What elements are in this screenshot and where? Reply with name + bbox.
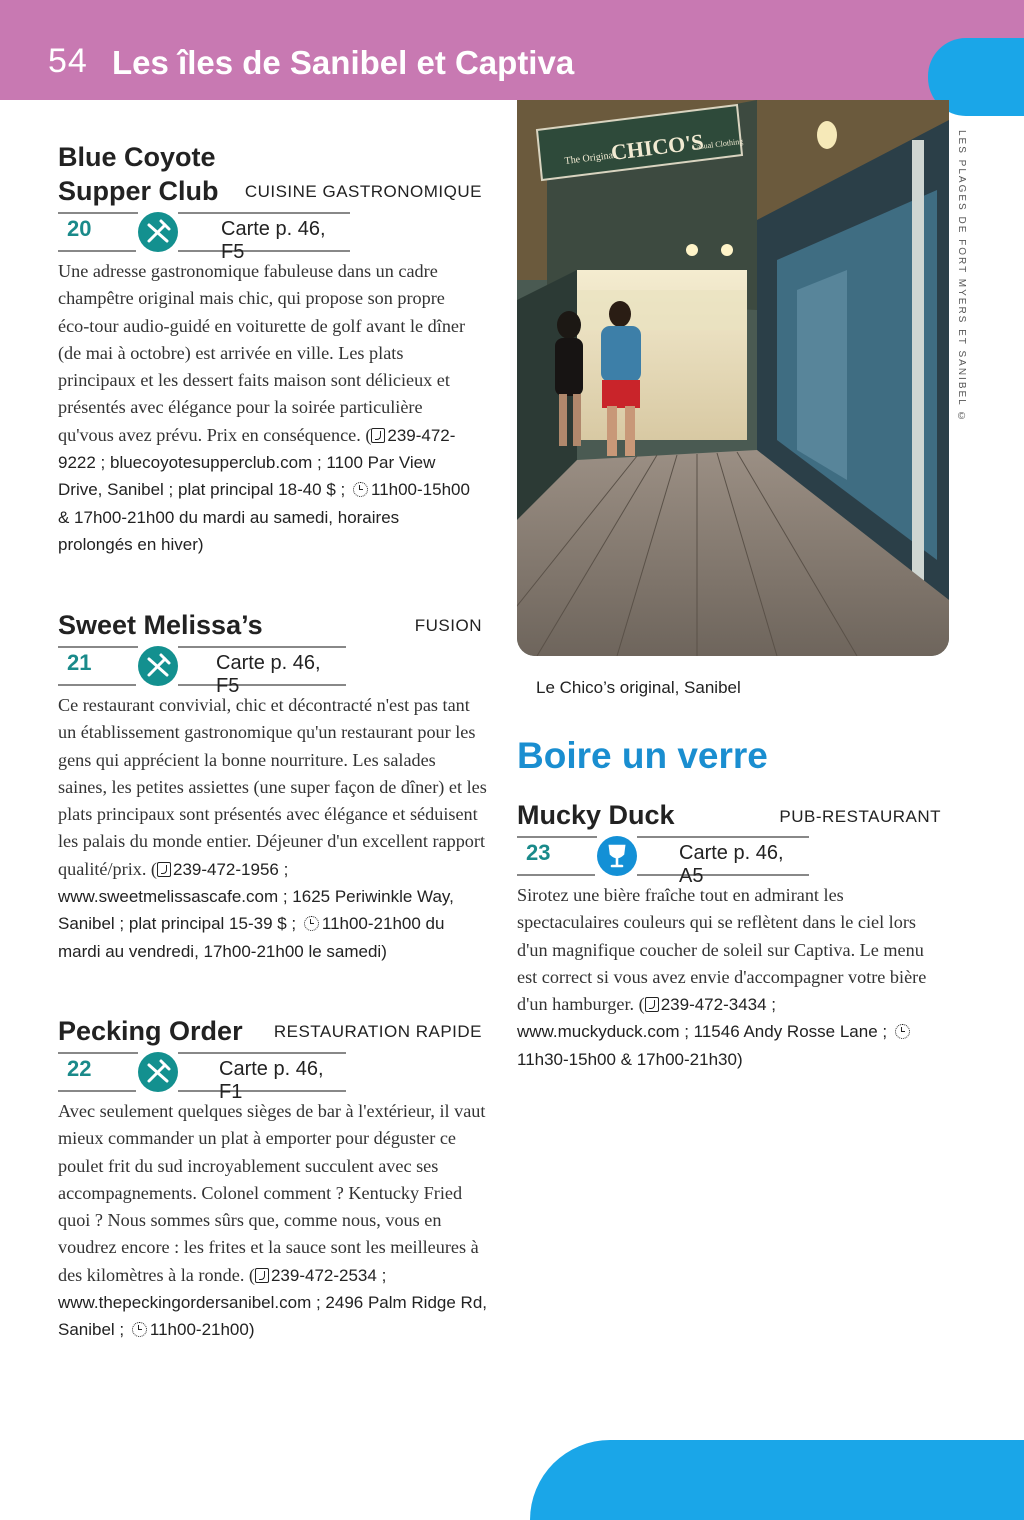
phone-number: 239-472-9222 [58,425,456,473]
description-text: Avec seulement quelques sièges de bar à l'extérieur, il vaut mieux commander un plat à emporter pour déguster ce poulet frit du sud incroyablement succulent avec ses accompagnements. Colonel comment ? Kentucky Fried quoi ? Nous sommes sûrs que, comme nous, vous en voudrez encore : les frites et la sauce sont les meilleures à des kilomètres à la ronde. ( [58,1101,486,1285]
side-chapter-label: LES PLAGES DE FORT MYERS ET SANIBEL © [956,130,967,425]
section-title: Boire un verre [517,735,768,776]
listing-description [58,258,478,558]
listing-description [58,692,488,965]
photo-caption: Le Chico’s original, Sanibel [536,678,741,697]
listing-number: 23 [526,840,551,865]
shop-sign-small: The Original [564,149,617,167]
opening-hours: 11h00-21h00) [149,1320,255,1340]
clock-icon [895,1024,910,1039]
storefront-photo [517,100,949,656]
map-reference: Carte p. 46, F1 [219,1058,324,1103]
listing-meta [58,646,346,697]
shop-sign-subtitle: Casual Clothing [691,136,744,152]
listing-name-line: Blue Coyote [58,142,216,172]
listing-number: 21 [67,650,92,675]
listing-name: Pecking Order [58,1016,243,1046]
phone-icon [255,1268,269,1283]
phone-number: 239-472-3434 [660,995,767,1015]
clock-icon [132,1322,147,1337]
description-text: Sirotez une bière fraîche tout en admirant les spectaculaires couleurs qui se reflètent dans le ciel lors d'un magnifique coucher de soleil sur Captiva. Le menu est correct si vous avez envie d'accompagner votre bière d'un hamburger. ( [517,885,927,1015]
listing-sweet-melissas [58,608,486,965]
listing-pecking-order [58,1014,486,1344]
phone-number: 239-472-1956 [173,859,279,879]
listing-category: FUSION [414,616,482,635]
restaurant-icon [138,212,178,252]
map-reference: Carte p. 46, A5 [679,842,784,887]
listing-mucky-duck [517,798,943,1073]
listing-category: PUB-RESTAURANT [779,807,941,826]
opening-hours: 11h00-21h00 du mardi au vendredi, 17h00-21h00 le samedi) [58,914,445,961]
phone-icon [157,862,171,877]
listing-info: ; bluecoyotesupperclub.com ; 1100 Par View Drive, Sanibel ; plat principal 18-40 $ ; [58,453,436,500]
listing-name-line: Supper Club [58,176,219,206]
listing-category: RESTAURATION RAPIDE [273,1022,482,1041]
listing-description [517,882,943,1073]
clock-icon [353,482,368,497]
drink-icon [597,836,637,876]
listing-category: CUISINE GASTRONOMIQUE [244,182,482,201]
restaurant-icon [138,1052,178,1092]
phone-number: 239-472-2534 [270,1265,377,1285]
description-text: Une adresse gastronomique fabuleuse dans un cadre champêtre original mais chic, qui propose son propre éco-tour audio-guidé en voiturette de golf avant le dîner (de mai à octobre) est arrivée en ville. Les plats principaux et les dessert faits maison sont délicieux et présentés avec élégance pour la soirée particulière qu'vous avez prévu. Prix en conséquence. ( [58,261,466,445]
description-text: Ce restaurant convivial, chic et décontracté n'est pas tant un établissement gastronomique qu'un restaurant pour les gens qui apprécient la bonne nourriture. Les salades saines, les petites assiettes (une super façon de dîner) et les plats principaux sont présentés avec élégance et séduisent les palais du monde entier. Déjeuner d'un excellent rapport qualité/prix. ( [58,695,487,879]
opening-hours: 11h30-15h00 & 17h00-21h30) [517,1049,743,1069]
phone-icon [371,428,385,443]
listing-meta [517,836,809,887]
map-reference: Carte p. 46, F5 [221,218,326,263]
page-number: 54 [48,42,88,80]
listing-name: Mucky Duck [517,800,675,830]
opening-hours: 11h00-15h00 & 17h00-21h00 du mardi au samedi, horaires prolongés en hiver) [58,480,470,554]
listing-meta [58,212,350,263]
listing-description [58,1098,490,1344]
page-header [0,0,1024,100]
restaurant-icon [138,646,178,686]
listing-info: ; www.sweetmelissascafe.com ; 1625 Periwinkle Way, Sanibel ; plat principal 15-39 $ ; [58,859,454,934]
page-title: Les îles de Sanibel et Captiva [112,44,575,81]
listing-info: ; www.muckyduck.com ; 11546 Andy Rosse Lane ; [517,995,892,1042]
map-reference: Carte p. 46, F5 [216,652,321,697]
listing-number: 20 [67,216,92,241]
listing-number: 22 [67,1056,92,1081]
clock-icon [304,916,319,931]
phone-icon [645,997,659,1012]
shop-sign: CHICO'S [609,128,705,165]
listing-name: Sweet Melissa’s [58,610,263,640]
listing-blue-coyote [58,140,488,558]
footer-tab [530,1440,1024,1520]
listing-meta [58,1052,346,1103]
listing-info: ; www.thepeckingordersanibel.com ; 2496 Palm Ridge Rd, Sanibel ; [58,1265,488,1340]
